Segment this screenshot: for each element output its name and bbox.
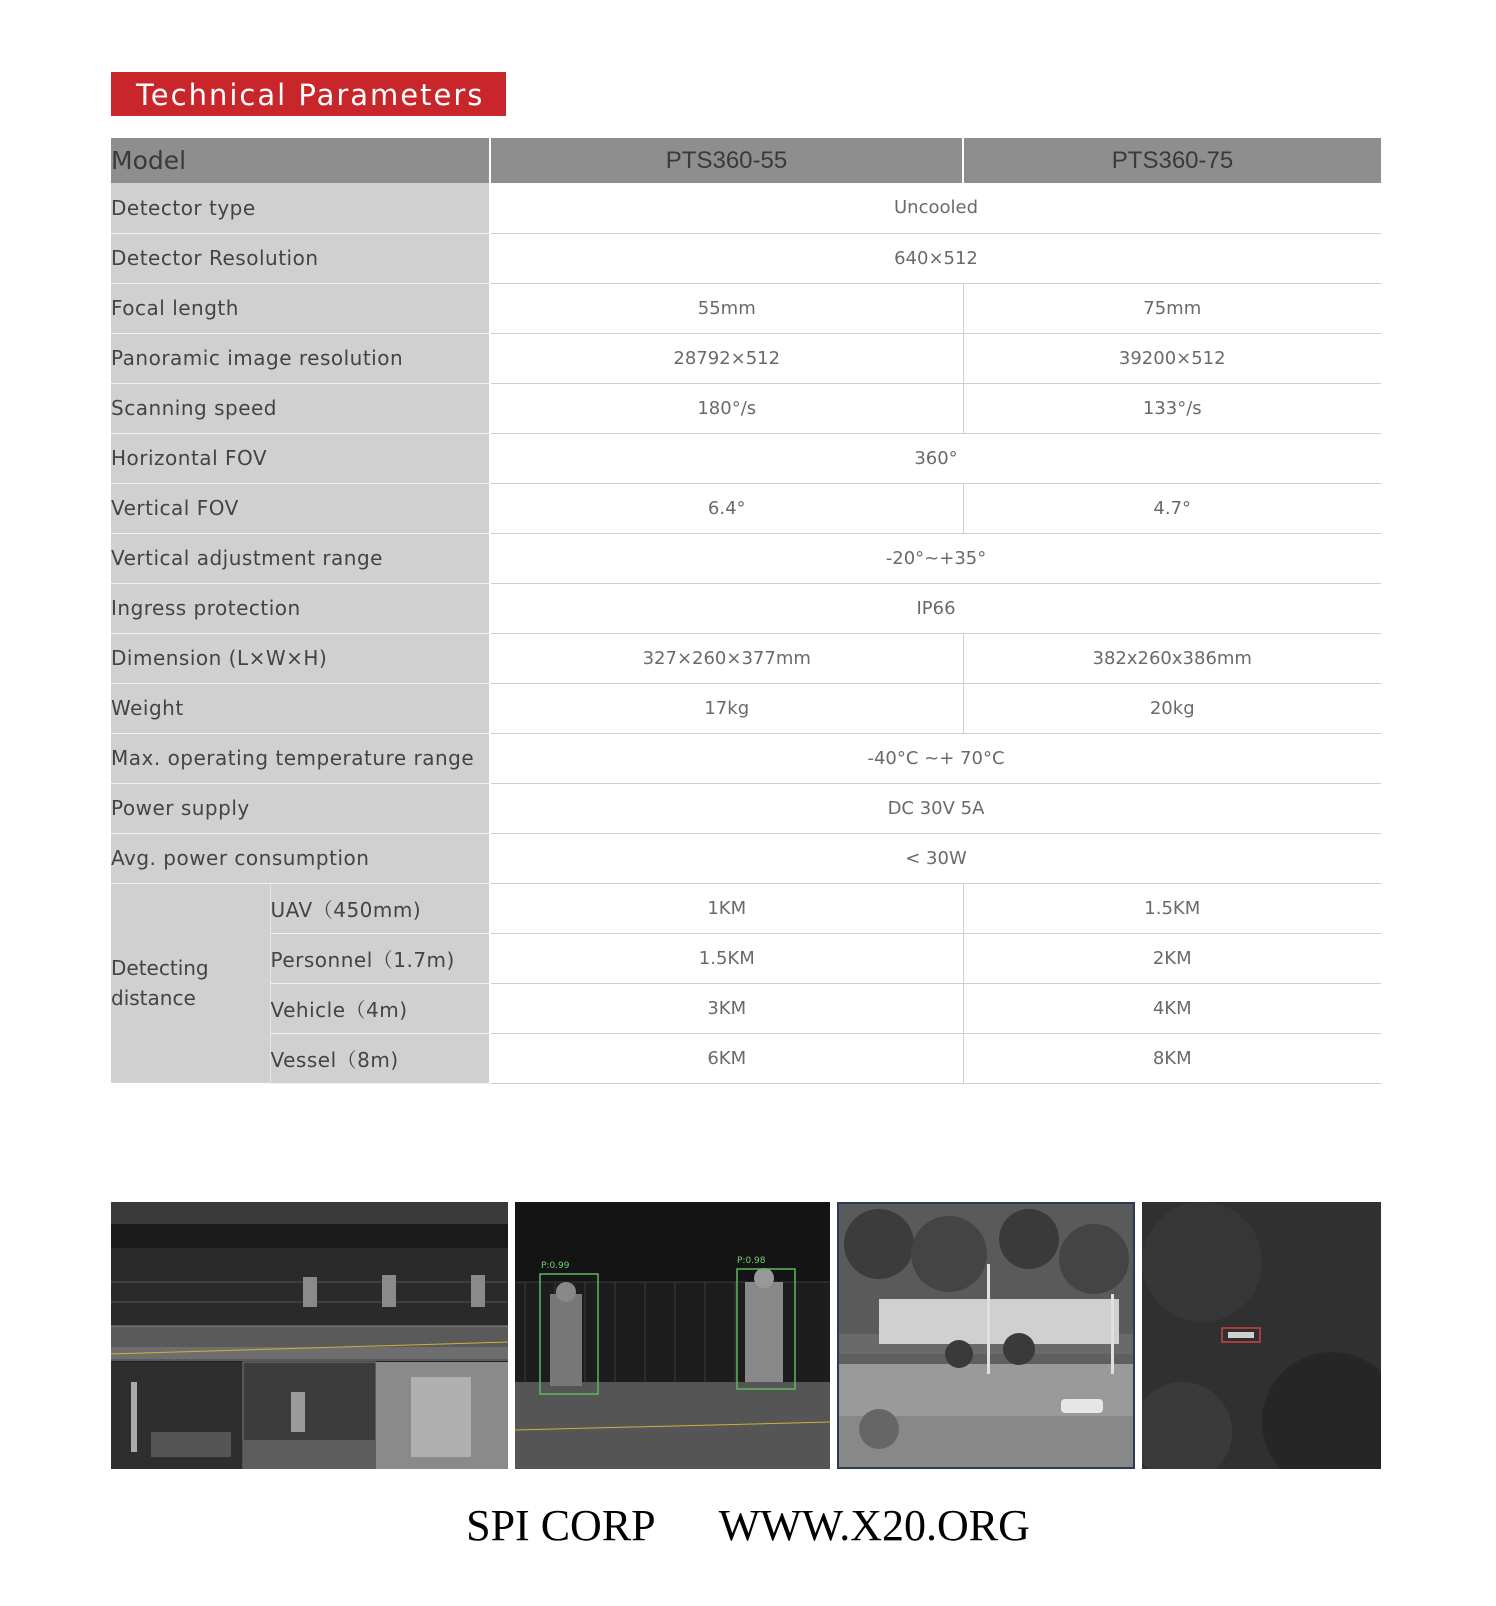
product-header-pts360-55: PTS360-55	[490, 138, 963, 183]
param-label: Power supply	[111, 783, 490, 833]
detection-score-1: P:0.99	[541, 1261, 570, 1271]
vehicle-thermal-svg	[839, 1204, 1133, 1467]
thermal-image-gallery	[111, 1202, 1381, 1469]
target-label: Personnel（1.7m)	[270, 933, 490, 983]
distance-value-pts360-75: 2KM	[963, 933, 1381, 983]
detecting-row	[111, 883, 1381, 933]
detecting-row	[111, 1033, 1381, 1083]
param-value-pts360-75: 39200×512	[963, 333, 1381, 383]
table-row	[111, 533, 1381, 583]
table-row	[111, 183, 1381, 233]
table-row	[111, 833, 1381, 883]
detecting-distance-label	[111, 883, 270, 1083]
param-value-pts360-55: 55mm	[490, 283, 963, 333]
param-label: Weight	[111, 683, 490, 733]
param-value-pts360-55: 6.4°	[490, 483, 963, 533]
param-label: Scanning speed	[111, 383, 490, 433]
table-row	[111, 483, 1381, 533]
param-value-shared: Uncooled	[490, 183, 1381, 233]
param-label: Dimension (L×W×H)	[111, 633, 490, 683]
param-value-pts360-55: 180°/s	[490, 383, 963, 433]
table-row	[111, 283, 1381, 333]
table-row	[111, 733, 1381, 783]
param-label: Detector Resolution	[111, 233, 490, 283]
detecting-row	[111, 933, 1381, 983]
detecting-label-line2: distance	[111, 986, 196, 1011]
table-row	[111, 233, 1381, 283]
uav-thermal-svg	[1142, 1202, 1381, 1469]
param-label: Avg. power consumption	[111, 833, 490, 883]
param-label: Vertical FOV	[111, 483, 490, 533]
footer	[0, 1500, 1496, 1551]
table-header-row	[111, 138, 1381, 183]
table-body	[111, 183, 1381, 1083]
param-value-pts360-75: 382x260x386mm	[963, 633, 1381, 683]
param-value-shared: -40°C ~+ 70°C	[490, 733, 1381, 783]
distance-value-pts360-75: 1.5KM	[963, 883, 1381, 933]
param-value-pts360-75: 133°/s	[963, 383, 1381, 433]
uav-thermal-image	[1142, 1202, 1381, 1469]
technical-parameters-table	[111, 138, 1381, 1084]
param-value-pts360-75: 20kg	[963, 683, 1381, 733]
param-value-shared: IP66	[490, 583, 1381, 633]
param-label: Horizontal FOV	[111, 433, 490, 483]
panorama-monitor-screenshot	[111, 1202, 508, 1469]
param-label: Max. operating temperature range	[111, 733, 490, 783]
section-title-banner: Technical Parameters	[111, 72, 506, 116]
target-label: UAV（450mm)	[270, 883, 490, 933]
distance-value-pts360-75: 4KM	[963, 983, 1381, 1033]
company-name: SPI CORP	[466, 1501, 656, 1550]
param-label: Focal length	[111, 283, 490, 333]
table-row	[111, 383, 1381, 433]
distance-value-pts360-55: 1KM	[490, 883, 963, 933]
table-row	[111, 333, 1381, 383]
target-label: Vessel（8m)	[270, 1033, 490, 1083]
param-value-pts360-75: 4.7°	[963, 483, 1381, 533]
param-value-shared: 360°	[490, 433, 1381, 483]
table-row	[111, 433, 1381, 483]
personnel-detection-svg	[515, 1202, 830, 1469]
table-row	[111, 583, 1381, 633]
detecting-label-line1: Detecting	[111, 956, 209, 981]
param-value-pts360-55: 28792×512	[490, 333, 963, 383]
distance-value-pts360-75: 8KM	[963, 1033, 1381, 1083]
param-label: Vertical adjustment range	[111, 533, 490, 583]
product-header-pts360-75: PTS360-75	[963, 138, 1381, 183]
detection-score-2: P:0.98	[737, 1256, 766, 1266]
table-row	[111, 783, 1381, 833]
param-value-shared: 640×512	[490, 233, 1381, 283]
param-value-shared: < 30W	[490, 833, 1381, 883]
personnel-detection-image	[515, 1202, 830, 1469]
distance-value-pts360-55: 6KM	[490, 1033, 963, 1083]
vehicle-thermal-image	[837, 1202, 1135, 1469]
param-value-shared: -20°~+35°	[490, 533, 1381, 583]
param-value-pts360-55: 327×260×377mm	[490, 633, 963, 683]
param-value-pts360-55: 17kg	[490, 683, 963, 733]
param-value-pts360-75: 75mm	[963, 283, 1381, 333]
panorama-monitor-image	[111, 1202, 508, 1469]
table-row	[111, 633, 1381, 683]
param-label: Ingress protection	[111, 583, 490, 633]
table-row	[111, 683, 1381, 733]
target-label: Vehicle（4m)	[270, 983, 490, 1033]
param-label: Detector type	[111, 183, 490, 233]
param-label: Panoramic image resolution	[111, 333, 490, 383]
distance-value-pts360-55: 3KM	[490, 983, 963, 1033]
website-url: WWW.X20.ORG	[718, 1501, 1030, 1550]
model-header: Model	[111, 138, 490, 183]
detecting-row	[111, 983, 1381, 1033]
param-value-shared: DC 30V 5A	[490, 783, 1381, 833]
distance-value-pts360-55: 1.5KM	[490, 933, 963, 983]
